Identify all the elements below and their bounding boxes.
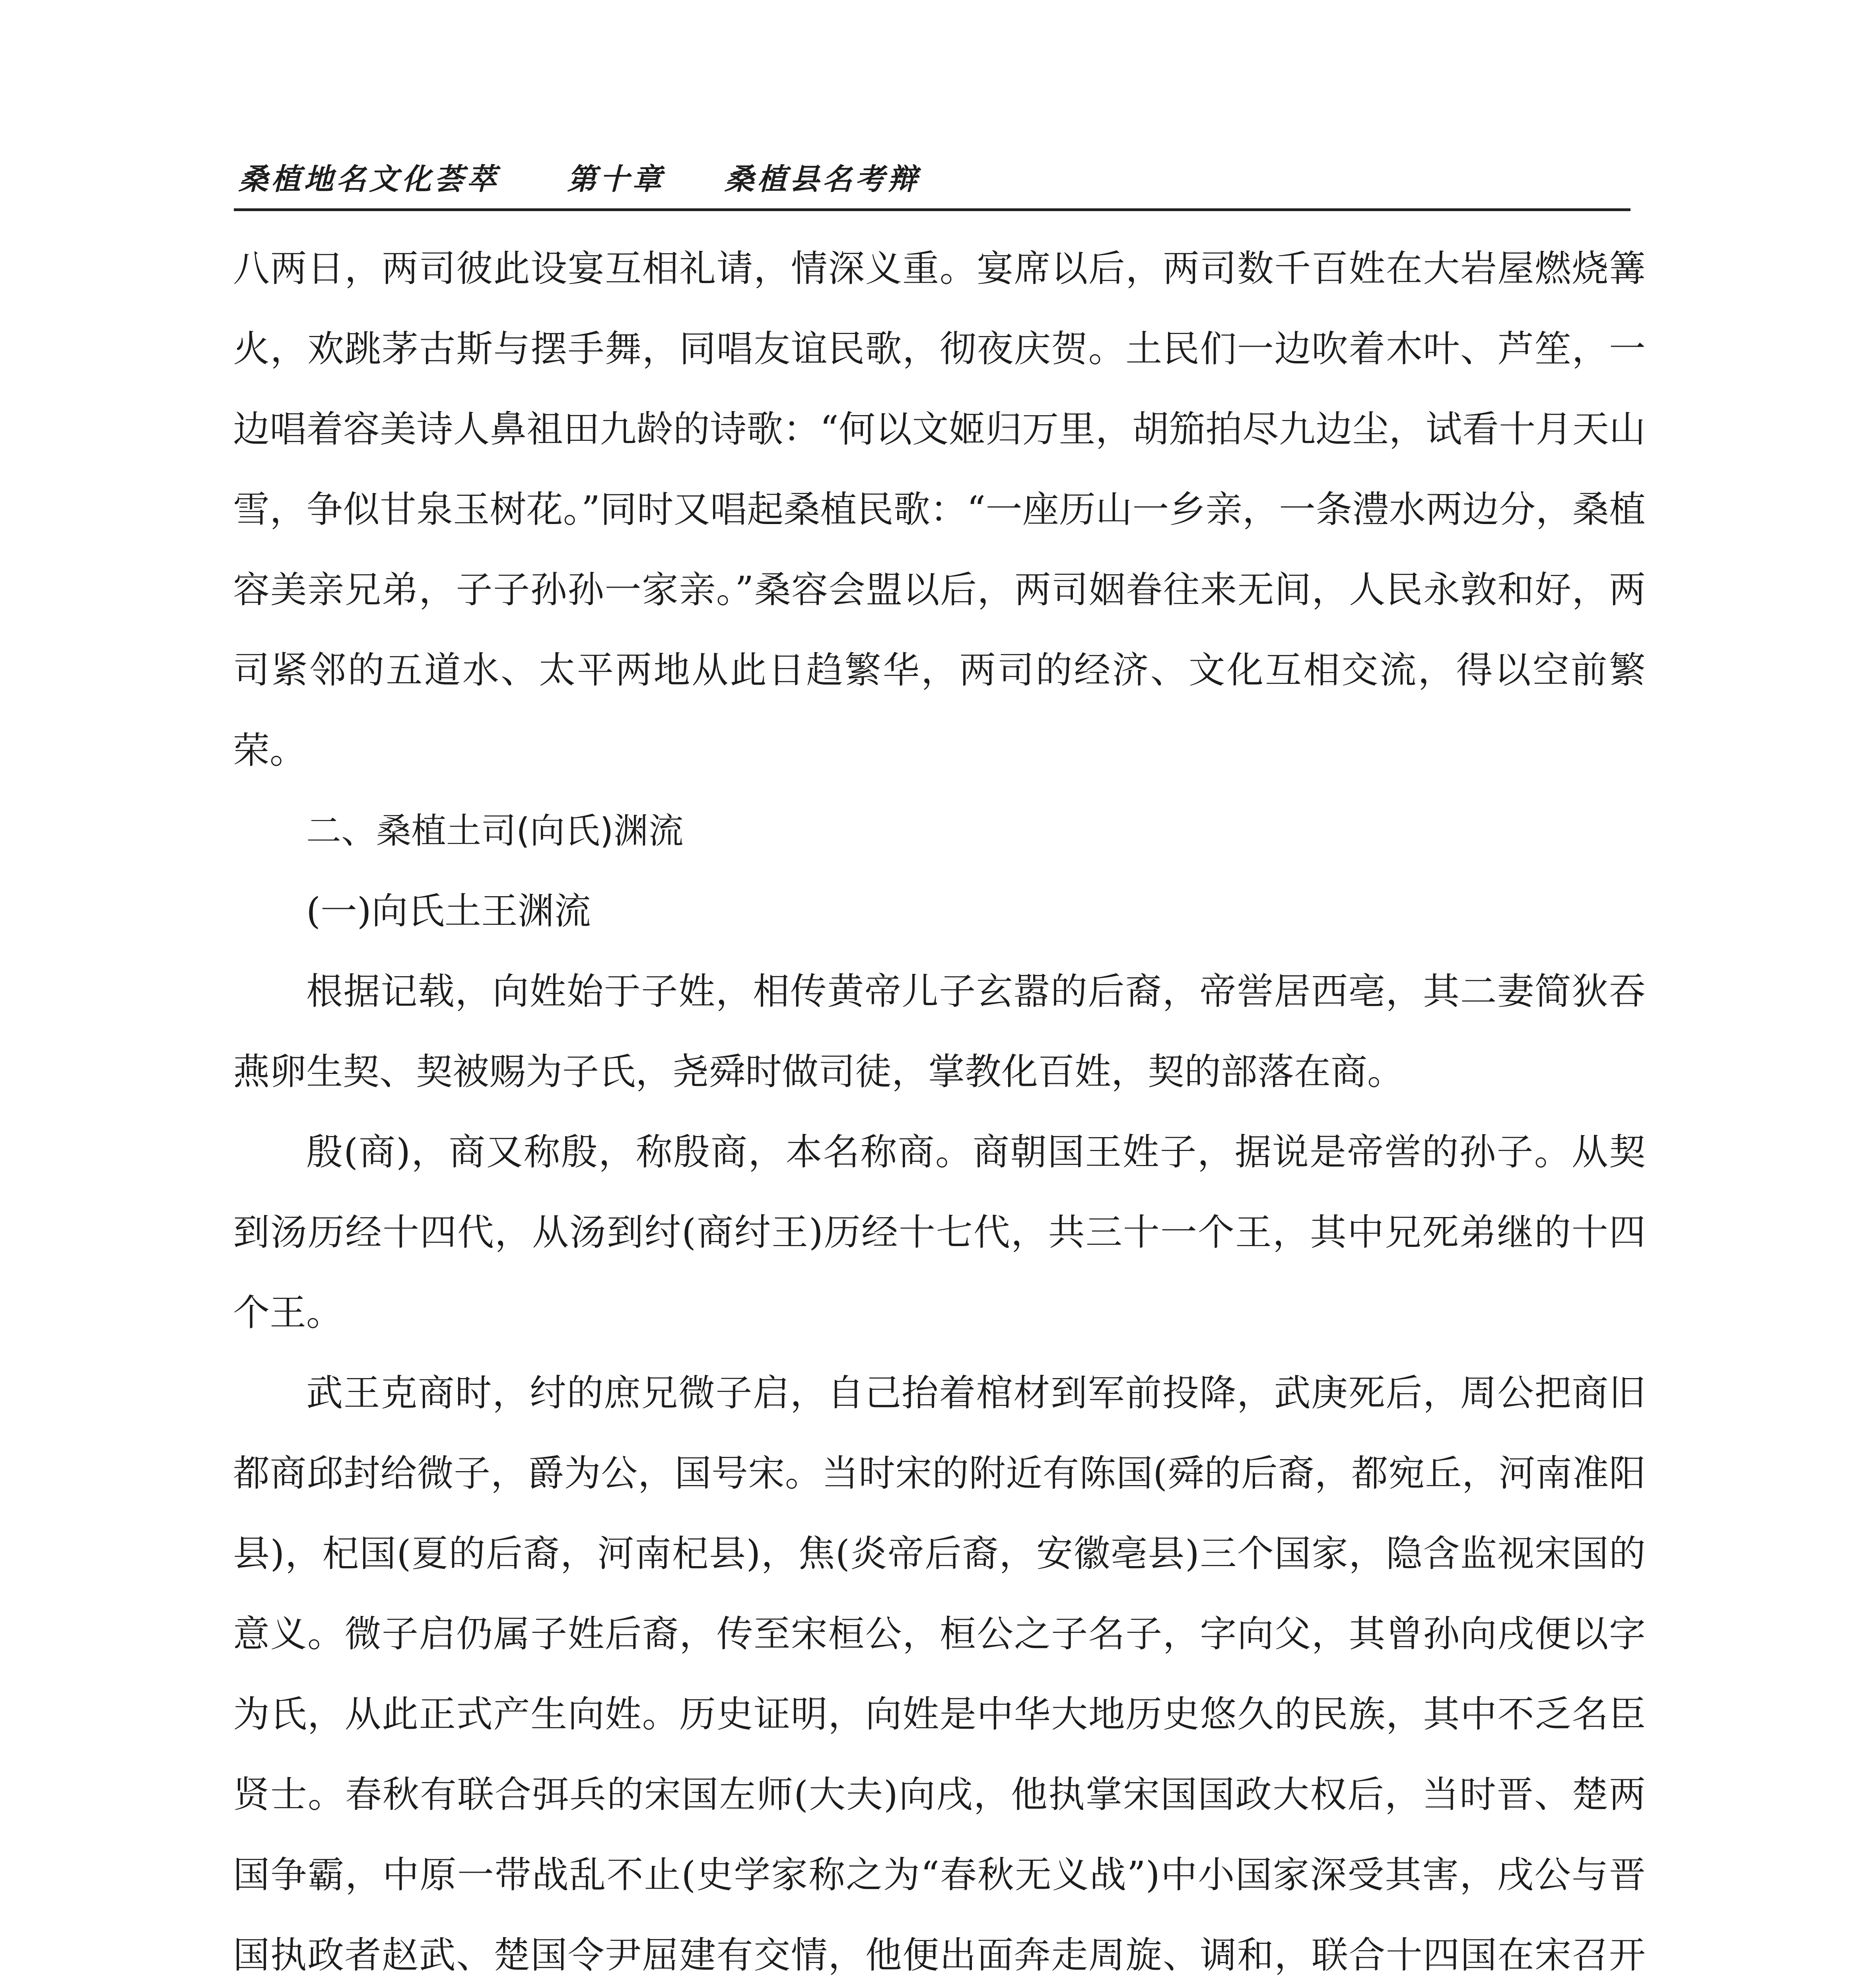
chapter-number: 第十章 (567, 162, 665, 196)
body-text (233, 229, 1646, 1988)
paragraph-4: 武王克商时，纣的庶兄微子启，自己抬着棺材到军前投降，武庚死后，周公把商旧都商邱封给微子，爵为公，国号宋。当时宋的附近有陈国(舜的后裔，都宛丘，河南准阳县)，杞国(夏的后裔，河南杞县)，焦(炎帝后裔，安徽亳县)三个国家，隐含监视宋国的意义。微子启仍属子姓后裔，传至宋桓公，桓公之子名子，字向父，其曾孙向戌便以字为氏，从此正式产生向姓。历史证明，向姓是中华大地历史悠久的民族，其中不乏名臣贤士。春秋有联合弭兵的宋国左师(大夫)向戌，他执掌宋国国政大权后，当时晋、楚两国争霸，中原一带战乱不止(史学家称之为“春秋无义战”)中小国家深受其害，戌公与晋国执政者赵武、楚国令尹屈建有交情，他便出面奔走周旋、调和，联合十四国在宋召开 (233, 1372, 1646, 1976)
chapter-title: 桑植县名考辩 (725, 162, 920, 196)
section-heading: 二、桑植土司(向氏)渊流 (306, 810, 684, 851)
header-rule (234, 208, 1630, 211)
paragraph-1: 八两日，两司彼此设宴互相礼请，情深义重。宴席以后，两司数千百姓在大岩屋燃烧篝火，欢跳茅古斯与摆手舞，同唱友谊民歌，彻夜庆贺。土民们一边吹着木叶、芦笙，一边唱着容美诗人鼻祖田九龄的诗歌：“何以文姬归万里，胡笳拍尽九边尘，试看十月天山雪，争似甘泉玉树花。”同时又唱起桑植民歌：“一座历山一乡亲，一条澧水两边分，桑植容美亲兄弟，子子孙孙一家亲。”桑容会盟以后，两司姻眷往来无间，人民永敦和好，两司紧邻的五道水、太平两地从此日趋繁华，两司的经济、文化互相交流，得以空前繁荣。 (233, 247, 1646, 772)
paragraph-2: 根据记载，向姓始于子姓，相传黄帝儿子玄嚣的后裔，帝喾居西亳，其二妻简狄吞燕卵生契、契被赐为子氏，尧舜时做司徒，掌教化百姓，契的部落在商。 (233, 970, 1646, 1093)
book-title: 桑植地名文化荟萃 (239, 162, 499, 196)
running-head (239, 156, 920, 198)
subsection-heading: (一)向氏土王渊流 (306, 890, 591, 932)
paragraph-3: 殷(商)，商又称殷，称殷商，本名称商。商朝国王姓子，据说是帝喾的孙子。从契到汤历经十四代，从汤到纣(商纣王)历经十七代，共三十一个王，其中兄死弟继的十四个王。 (233, 1131, 1646, 1334)
